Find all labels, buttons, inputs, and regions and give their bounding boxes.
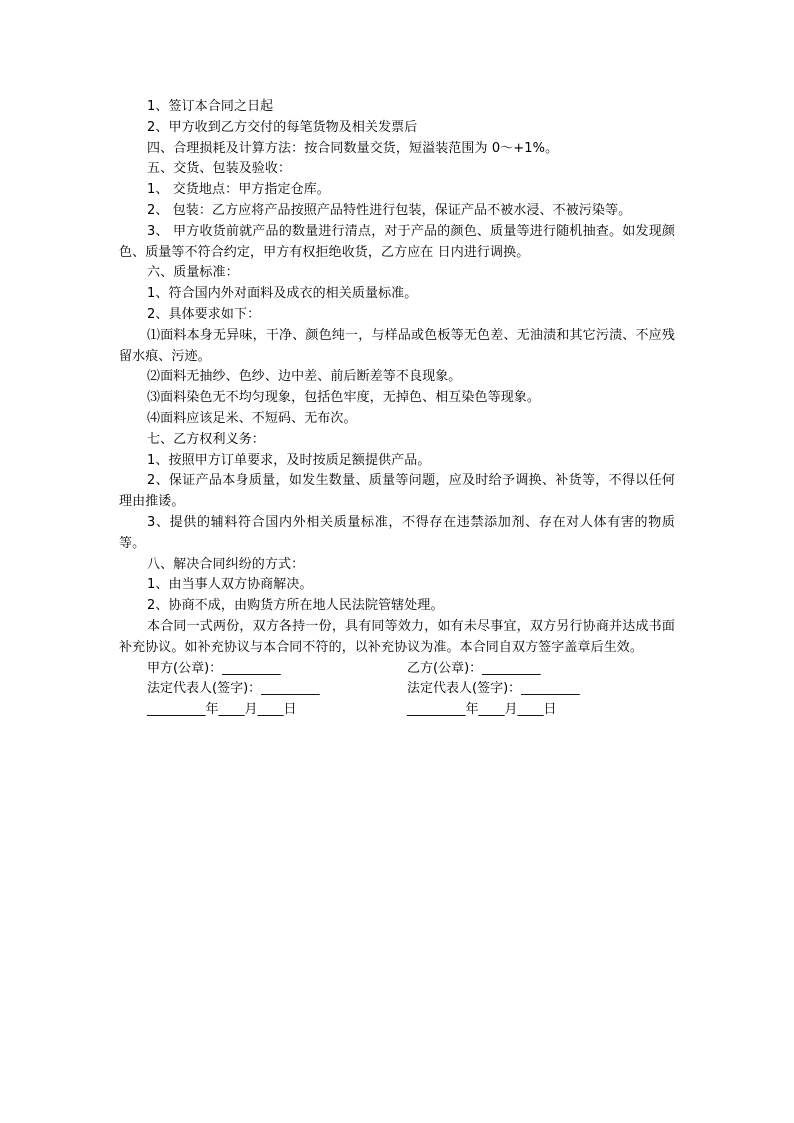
section-heading: 四、合理损耗及计算方法：按合同数量交货，短溢装范围为 0～+1%。 — [147, 140, 559, 156]
clause-line: ⑷面料应该足米、不短码、无布次。 — [147, 410, 357, 426]
section-heading: 六、质量标准： — [147, 265, 239, 281]
signature-row-representative — [119, 679, 675, 700]
party-a-date-field: _________年____月____日 — [147, 702, 297, 718]
clause-line: 1、 交货地点：甲方指定仓库。 — [147, 182, 330, 198]
party-a-seal-field: 甲方(公章)：_________ — [147, 660, 281, 676]
party-b-representative-field: 法定代表人(签字)：_________ — [407, 681, 580, 697]
section-heading: 八、解决合同纠纷的方式： — [147, 556, 305, 572]
clause-line: 2、甲方收到乙方交付的每笔货物及相关发票后 — [147, 119, 418, 135]
clause-line: 2、协商不成，由购货方所在地人民法院管辖处理。 — [147, 598, 444, 614]
clause-line: 2、具体要求如下： — [147, 306, 261, 322]
signature-row-seal — [119, 659, 675, 680]
clause-paragraph: ⑴面料本身无异味，干净、颜色纯一，与样品或色板等无色差、无油渍和其它污渍、不应残留水痕、污迹。 — [119, 327, 675, 364]
clause-line: ⑶面料染色无不均匀现象，包括色牢度，无掉色、相互染色等现象。 — [147, 390, 541, 406]
party-b-date-field: _________年____月____日 — [407, 702, 557, 718]
clause-line: 1、按照甲方订单要求，及时按质足额提供产品。 — [147, 452, 431, 468]
clause-line: 1、签订本合同之日起 — [147, 99, 274, 114]
party-b-seal-field: 乙方(公章)：_________ — [407, 660, 541, 676]
clause-paragraph: 2、保证产品本身质量，如发生数量、质量等问题，应及时给予调换、补货等，不得以任何理由推诿。 — [119, 473, 675, 510]
contract-body — [119, 97, 675, 721]
clause-paragraph: 3、提供的辅料符合国内外相关质量标准，不得存在违禁添加剂、存在对人体有害的物质等。 — [119, 514, 675, 551]
clause-line: 1、由当事人双方协商解决。 — [147, 577, 313, 593]
section-heading: 七、乙方权利义务： — [147, 431, 265, 447]
clause-line: 1、符合国内外对面料及成衣的相关质量标准。 — [147, 286, 418, 302]
closing-paragraph: 本合同一式两份，双方各持一份，具有同等效力，如有未尽事宜，双方另行协商并达成书面补充协议。如补充协议与本合同不符的，以补充协议为准。本合同自双方签字盖章后生效。 — [119, 618, 675, 655]
party-a-representative-field: 法定代表人(签字)：_________ — [147, 681, 320, 697]
clause-line: ⑵面料无抽纱、色纱、边中差、前后断差等不良现象。 — [147, 369, 462, 385]
section-heading: 五、交货、包装及验收： — [147, 161, 292, 177]
signature-row-date — [119, 700, 675, 721]
clause-paragraph: 3、 甲方收货前就产品的数量进行清点，对于产品的颜色、质量等进行随机抽查。如发现颜色、质量等不符合约定，甲方有权拒绝收货，乙方应在 日内进行调换。 — [119, 223, 675, 260]
clause-line: 2、 包装：乙方应将产品按照产品特性进行包装，保证产品不被水浸、不被污染等。 — [147, 202, 632, 218]
